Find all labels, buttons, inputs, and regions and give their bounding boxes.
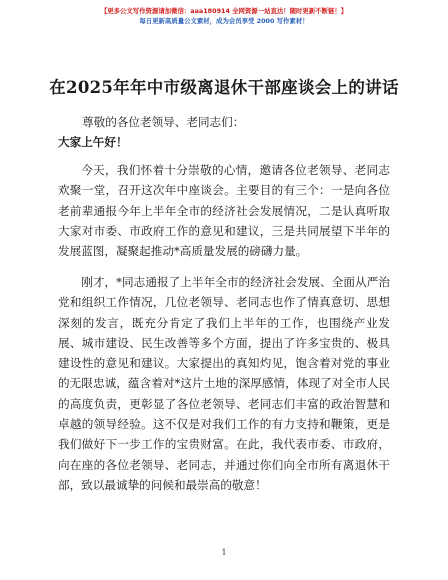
paragraph-1: 今天，我们怀着十分崇敬的心情，邀请各位老领导、老同志欢聚一堂，召开这次年中座谈会。主要目的有三个：一是向各位老前辈通报今年上半年全市的经济社会发展情况，二是认真听取大家对市委、市政府工作的意见和建议，三是共同展望下半年的发展蓝图，凝聚起推动*高质量发展的磅礴力量。 [58, 163, 390, 259]
promo-line-blue: 每日更新高质量公文素材，成为会员享受 2000 写作素材！ [139, 17, 309, 25]
promo-banner [0, 6, 448, 26]
document-title: 在2025年年中市级离退休干部座谈会上的讲话 [49, 78, 399, 97]
page-number: 1 [221, 548, 227, 557]
greeting: 大家上午好！ [58, 135, 128, 149]
paragraph-2: 刚才，*同志通报了上半年全市的经济社会发展、全面从严治党和组织工作情况，几位老领导、老同志也作了情真意切、思想深刻的发言，既充分肯定了我们上半年的工作，也围绕产业发展、城市建设、民生改善等多个方面，提出了许多宝贵的、极具建设性的意见和建议。大家提出的真知灼见，饱含着对党的事业的无限忠诚，蕴含着对*这片土地的深厚感情，体现了对全市人民的高度负责，更彰显了各位老领导、老同志们丰富的政治智慧和卓越的领导经验。这不仅是对我们工作的有力支持和鞭策，更是我们做好下一步工作的宝贵财富。在此，我代表市委、市政府，向在座的各位老领导、老同志，并通过你们向全市所有离退休干部，致以最诚挚的问候和最崇高的敬意！ [58, 275, 390, 492]
salutation: 尊敬的各位老领导、老同志们： [82, 115, 245, 129]
promo-line-red: 【更多公文写作资源请加微信：aaa180914 全网资源一站直达！随时更新不断链！】 [100, 7, 348, 15]
